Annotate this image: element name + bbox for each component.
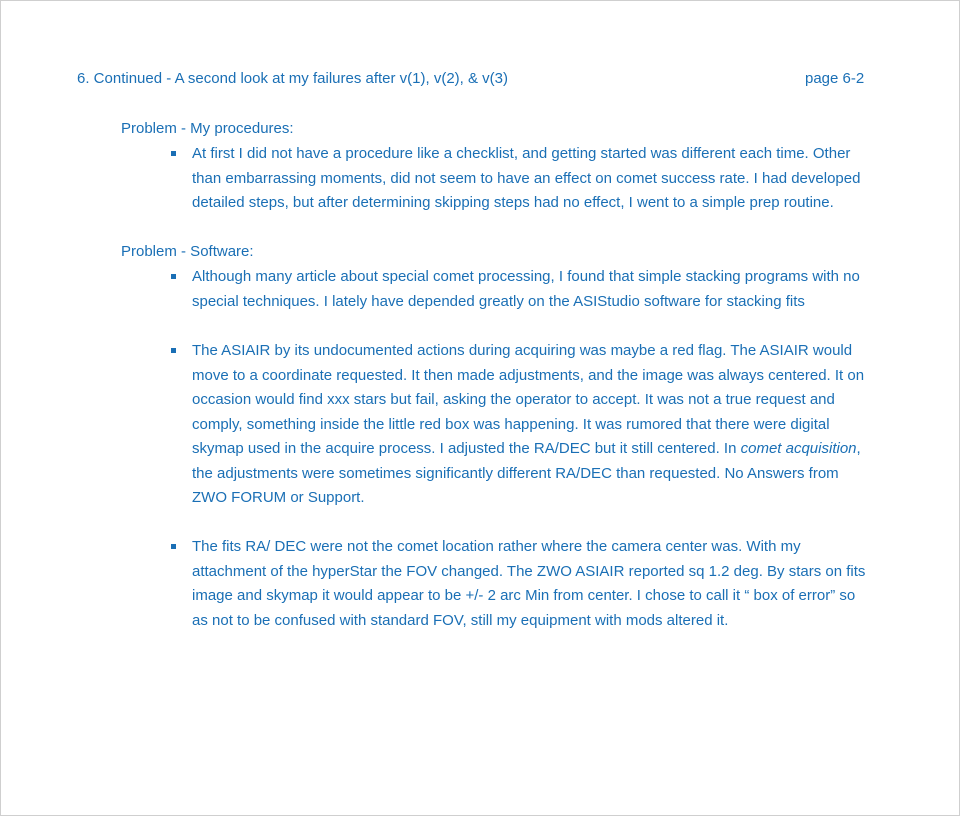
bullet-text: The ASIAIR by its undocumented actions during acquiring was maybe a red flag. The ASIAIR would move to a coordinate requested. It then made adjustments, and the image was always centered. It on occasion would find xxx stars but fail, asking the operator to accept. It was not a true request and comply, something inside the little red box was happening. It was rumored that there were digital skymap used in the acquire process. I adjusted the RA/DEC but it still centered. In comet acquisition, the adjustments were sometimes significantly different RA/DEC than requested. No Answers from ZWO FORUM or Support. bbox=[192, 342, 865, 506]
section-heading-procedures: Problem - My procedures: bbox=[121, 120, 294, 137]
bullet-marker bbox=[171, 151, 176, 156]
bullet-marker bbox=[171, 348, 176, 353]
bullet-item bbox=[171, 265, 901, 314]
page-title: 6. Continued - A second look at my failures after v(1), v(2), & v(3) bbox=[77, 70, 509, 87]
italic-phrase: comet acquisition bbox=[740, 440, 857, 457]
bullet-marker bbox=[171, 544, 176, 549]
bullet-item bbox=[171, 142, 901, 216]
bullet-text: The fits RA/ DEC were not the comet location rather where the camera center was. With my attachment of the hyperStar the FOV changed. The ZWO ASIAIR reported sq 1.2 deg. By stars on fits image and skymap it would appear to be +/- 2 arc Min from center. I chose to call it “ box of error” so as not to be confused with standard FOV, still my equipment with mods altered it. bbox=[192, 538, 866, 629]
bullet-item bbox=[171, 339, 901, 511]
section-heading-software: Problem - Software: bbox=[121, 243, 254, 260]
bullet-item bbox=[171, 535, 901, 633]
bullet-marker bbox=[171, 274, 176, 279]
bullet-text: Although many article about special comet processing, I found that simple stacking programs with no special techniques. I lately have depended greatly on the ASIStudio software for stacking fits bbox=[192, 268, 860, 310]
bullet-text: At first I did not have a procedure like a checklist, and getting started was different each time. Other than embarrassing moments, did not seem to have an effect on comet success rate. I had developed detailed steps, but after determining skipping steps had no effect, I went to a simple prep routine. bbox=[192, 145, 861, 211]
page-number: page 6-2 bbox=[805, 70, 865, 87]
